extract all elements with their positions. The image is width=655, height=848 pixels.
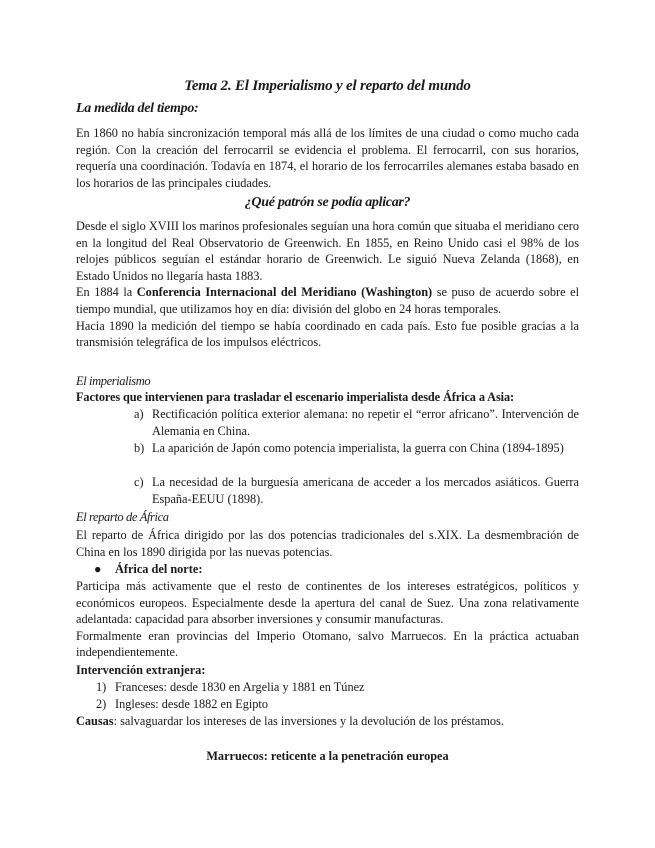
causes-label: Causas <box>76 714 114 728</box>
paragraph-text: Formalmente eran provincias del Imperio Otomano, salvo Marruecos. En la práctica actuaban independientemente. <box>76 628 579 660</box>
list-marker: 2) <box>96 697 107 711</box>
morocco-heading: Marruecos: reticente a la penetración europea <box>206 749 449 763</box>
paragraph-africa <box>76 527 579 560</box>
paragraph-text: Desde el siglo XVIII los marinos profesionales seguían una hora común que situaba el meridiano cero en la longitud del Real Observatorio de Greenwich. En 1855, en Reino Unido casi el 98% de los relojes públicos seguían el estándar horario de Greenwich. Le siguió Nueva Zelanda (1868), en Estado Unidos no llegaría hasta 1883. <box>76 219 579 283</box>
paragraph-text: Participa más activamente que el resto de continentes de los intereses estratégicos, políticos y económicos europeos. Especialmente desde la apertura del canal de Suez. Una zona relativamente adelantada: capacidad para absorber inversiones y consumir manufacturas. <box>76 579 579 627</box>
bullet-text: África del norte: <box>115 562 203 576</box>
list-item-text: Franceses: desde 1830 en Argelia y 1881 en Túnez <box>115 680 365 694</box>
list-marker: c) <box>134 475 144 489</box>
intervention-heading: Intervención extranjera: <box>76 663 206 677</box>
paragraph-text: se puso de acuerdo sobre el tiempo mundial, que utilizamos hoy en día: división del globo en 24 horas temporales. <box>76 285 579 316</box>
section-heading-time-measure: La medida del tiempo: <box>76 101 199 116</box>
causes-text: : salvaguardar los intereses de las inversiones y la devolución de los préstamos. <box>113 714 504 728</box>
list-marker: a) <box>134 407 144 421</box>
page-title: Tema 2. El Imperialismo y el reparto del mundo <box>184 78 471 94</box>
list-item-text: La aparición de Japón como potencia imperialista, la guerra con China (1894-1895) <box>152 441 564 455</box>
bullet-marker: ● <box>94 562 102 576</box>
list-marker: 1) <box>96 680 107 694</box>
paragraph-text: En 1884 la <box>76 285 137 300</box>
paragraph-time-sync <box>76 125 579 191</box>
causes-line <box>76 713 579 730</box>
paragraph-greenwich <box>76 218 579 351</box>
section-heading-imperialism: El imperialismo <box>76 374 151 388</box>
paragraph-text: En 1860 no había sincronización temporal más allá de los límites de una ciudad o como mucho cada región. Con la creación del ferrocarril se evidencia el problema. El ferrocarril, con sus horarios, requería una coordinación. Todavía en 1874, el horario de los ferrocarriles alemanes estaba basado en los horarios de las principales ciudades. <box>76 126 579 190</box>
list-marker: b) <box>134 441 145 455</box>
paragraph-text: Hacia 1890 la medición del tiempo se había coordinado en cada país. Esto fue posible gracias a la transmisión telegráfica de los impulsos eléctricos. <box>76 318 579 350</box>
paragraph-conference <box>76 284 579 317</box>
list-item-text: Ingleses: desde 1882 en Egipto <box>115 697 268 711</box>
section-heading-africa: El reparto de África <box>76 510 169 524</box>
section-heading-standard: ¿Qué patrón se podía aplicar? <box>244 195 411 210</box>
paragraph-north-africa <box>76 578 579 661</box>
conference-name: Conferencia Internacional del Meridiano (Washington) <box>136 285 433 300</box>
list-item-text: La necesidad de la burguesía americana de acceder a los mercados asiáticos. Guerra España-EEUU (1898). <box>152 475 579 506</box>
paragraph-text: El reparto de África dirigido por las dos potencias tradicionales del s.XIX. La desmembración de China en los 1890 dirigida por las nuevas potencias. <box>76 528 579 559</box>
list-item-text: Rectificación política exterior alemana: no repetir el “error africano”. Intervención de Alemania en China. <box>152 407 579 438</box>
factors-subheading: Factores que intervienen para trasladar el escenario imperialista desde África a Asia: <box>76 390 515 404</box>
